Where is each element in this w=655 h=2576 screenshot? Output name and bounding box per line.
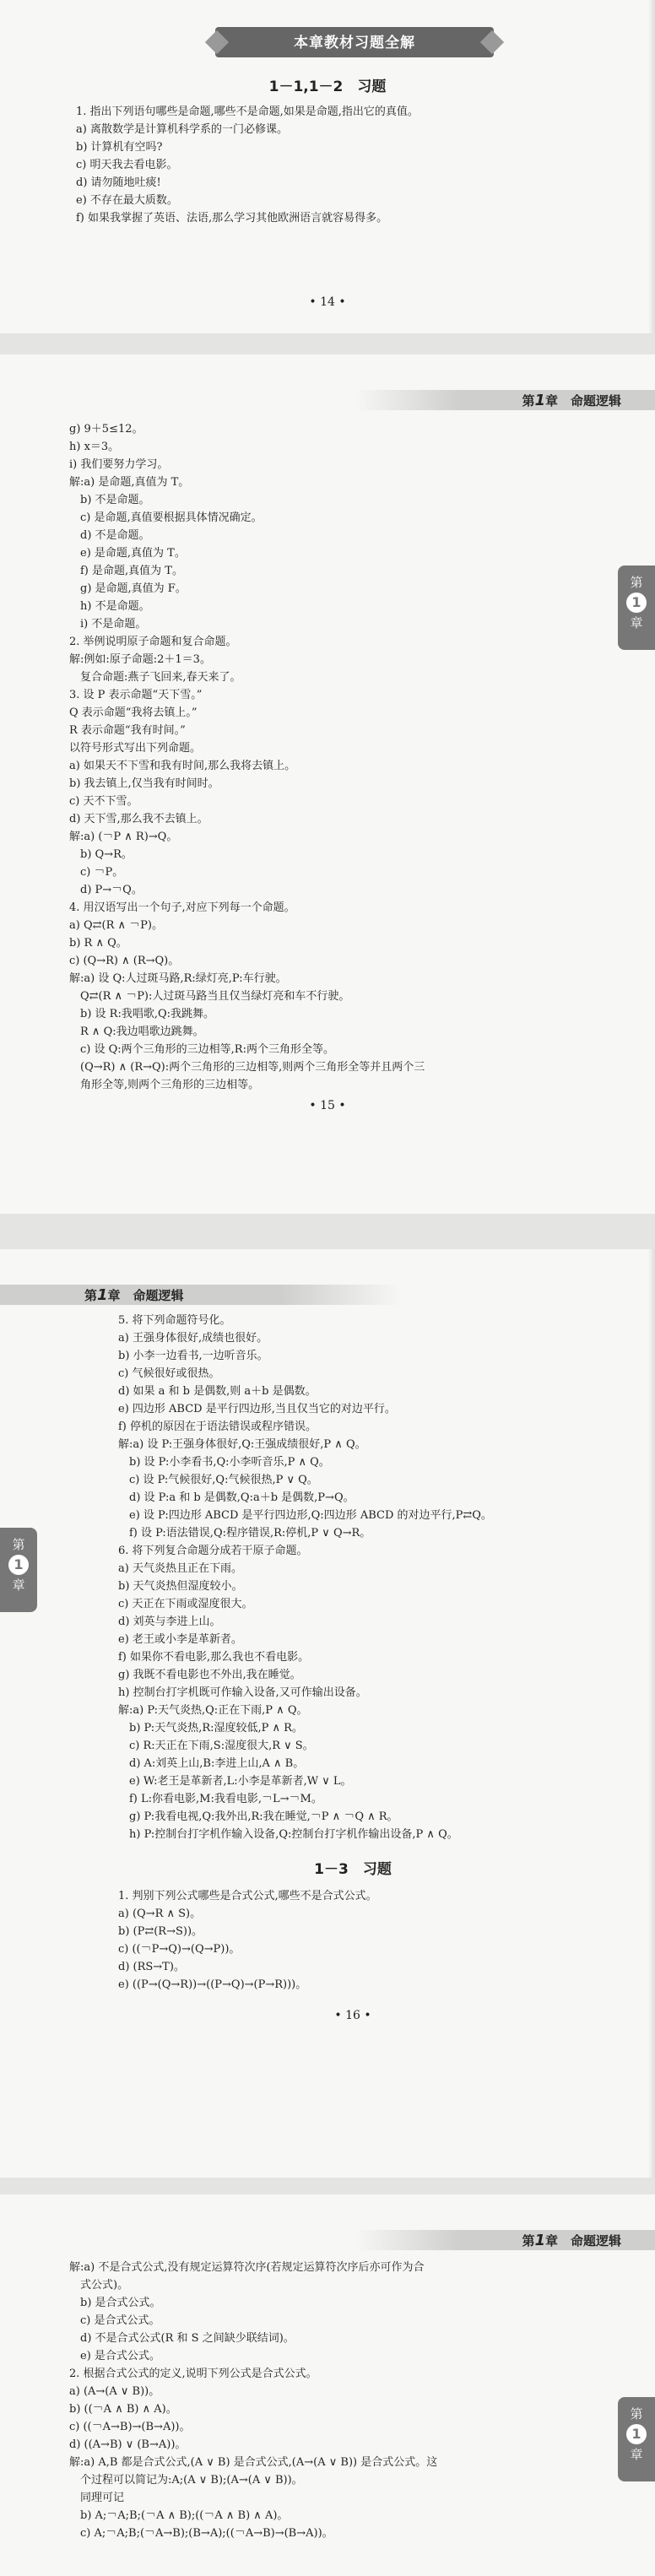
text-line: b) ((￢A ∧ B) ∧ A)。: [69, 2403, 177, 2416]
text-line: 个过程可以简记为:A;(A ∨ B);(A→(A ∨ B))。: [69, 2474, 303, 2487]
text-line: f) 如果你不看电影,那么我也不看电影。: [118, 1651, 310, 1664]
tab-top: 第: [630, 2406, 643, 2422]
text-line: a) Q⇄(R ∧ ￢P)。: [69, 919, 163, 932]
text-line: d) 如果 a 和 b 是偶数,则 a＋b 是偶数。: [118, 1385, 317, 1398]
text-line: Q 表示命题“我将去镇上。”: [69, 706, 198, 719]
text-line: e) ((P→(Q→R))→((P→Q)→(P→R)))。: [118, 1978, 307, 1991]
text-line: 解:a) P:天气炎热,Q:正在下雨,P ∧ Q。: [118, 1704, 308, 1717]
page-16: [0, 1249, 655, 2178]
text-line: h) 不是命题。: [69, 600, 150, 613]
tab-number: 1: [626, 2424, 647, 2444]
text-line: c) R:天正在下雨,S:湿度很大,R ∨ S。: [118, 1740, 314, 1752]
text-line: c) 是命题,真值要根据具体情况确定。: [69, 511, 263, 524]
header-pre: 第: [84, 1288, 98, 1303]
text-line: 解:a) 设 Q:人过斑马路,R:绿灯亮,P:车行驶。: [69, 972, 287, 985]
text-line: c) 设 Q:两个三角形的三边相等,R:两个三角形全等。: [69, 1043, 334, 1056]
text-line: Q⇄(R ∧ ￢P):人过斑马路当且仅当绿灯亮和车不行驶。: [69, 990, 350, 1003]
text-line: d) (RS→T)。: [118, 1961, 185, 1973]
header-post: 章 命题逻辑: [544, 2233, 621, 2249]
text-line: 复合命题:燕子飞回来,春天来了。: [69, 671, 241, 684]
chapter-tab: [618, 566, 655, 650]
running-header: [0, 1285, 402, 1305]
page-number: • 15 •: [309, 1099, 346, 1112]
text-line: 2. 举例说明原子命题和复合命题。: [69, 636, 237, 648]
tab-number: 1: [8, 1555, 29, 1575]
header-title: [522, 392, 621, 409]
text-line: R 表示命题“我有时间。”: [69, 724, 186, 737]
text-line: f) 是命题,真值为 T。: [69, 565, 183, 577]
running-header: [355, 2230, 655, 2250]
text-line: b) R ∧ Q。: [69, 937, 127, 950]
tab-bottom: 章: [12, 1578, 25, 1593]
text-line: e) 老王或小李是革新者。: [118, 1633, 242, 1646]
running-header: [355, 390, 655, 410]
text-line: a) 王强身体很好,成绩也很好。: [118, 1332, 268, 1345]
text-line: d) A:刘英上山,B:李进上山,A ∧ B。: [118, 1757, 305, 1770]
text-line: b) 设 P:小李看书,Q:小李听音乐,P ∧ Q。: [118, 1456, 330, 1469]
text-line: h) P:控制台打字机作输入设备,Q:控制台打字机作输出设备,P ∧ Q。: [118, 1828, 458, 1841]
text-line: 2. 根据合式公式的定义,说明下列公式是合式公式。: [69, 2368, 317, 2380]
tab-bottom: 章: [630, 615, 643, 630]
text-line: c) 明天我去看电影。: [76, 159, 178, 171]
text-line: f) 如果我掌握了英语、法语,那么学习其他欧洲语言就容易得多。: [76, 212, 388, 225]
text-line: d) P→￢Q。: [69, 884, 143, 896]
text-line: 式公式)。: [69, 2279, 129, 2292]
text-line: c) ((￢A→B)→(B→A))。: [69, 2421, 191, 2433]
text-line: h) 控制台打字机既可作输入设备,又可作输出设备。: [118, 1686, 367, 1699]
text-line: f) 设 P:语法错误,Q:程序错误,R:停机,P ∨ Q→R。: [118, 1527, 371, 1540]
chapter-banner: [215, 27, 494, 57]
text-line: h) x＝3。: [69, 441, 120, 453]
header-title: [84, 1286, 184, 1304]
text-line: c) 气候很好或很热。: [118, 1367, 220, 1380]
tab-top: 第: [630, 575, 643, 590]
text-line: a) (A→(A ∨ B))。: [69, 2385, 160, 2398]
text-line: b) 计算机有空吗?: [76, 141, 163, 154]
text-line: c) ￢P。: [69, 866, 124, 879]
header-post: 章 命题逻辑: [107, 1288, 184, 1303]
text-line: d) 不是合式公式(R 和 S 之间缺少联结词)。: [69, 2332, 295, 2345]
text-line: b) 不是命题。: [69, 494, 150, 506]
header-chapter-number: 1: [534, 2232, 545, 2249]
page-number: • 16 •: [334, 2009, 371, 2022]
text-line: a) (Q→R ∧ S)。: [118, 1908, 202, 1920]
text-line: b) 我去镇上,仅当我有时间时。: [69, 777, 219, 790]
text-line: 解:a) 是命题,真值为 T。: [69, 476, 190, 489]
text-block: [69, 420, 562, 1094]
text-line: d) 请勿随地吐痰!: [76, 176, 161, 189]
text-line: 解:a) A,B 都是合式公式,(A ∨ B) 是合式公式,(A→(A ∨ B)) 是合式公式。这: [69, 2456, 438, 2469]
text-line: f) 停机的原因在于语法错误或程序错误。: [118, 1421, 317, 1433]
text-line: b) (P⇄(R→S))。: [118, 1925, 203, 1938]
text-line: 1. 指出下列语句哪些是命题,哪些不是命题,如果是命题,指出它的真值。: [76, 106, 419, 118]
text-line: d) ((A→B) ∨ (B→A))。: [69, 2438, 187, 2451]
text-line: 解:例如:原子命题:2＋1＝3。: [69, 653, 211, 666]
text-line: f) L:你看电影,M:我看电影,￢L→￢M。: [118, 1793, 322, 1805]
text-block: [118, 1312, 604, 1843]
banner-title: 本章教材习题全解: [294, 35, 415, 51]
text-line: 角形全等,则两个三角形的三边相等。: [69, 1079, 260, 1091]
text-line: c) 是合式公式。: [69, 2314, 160, 2327]
text-line: e) W:老王是革新者,L:小李是革新者,W ∨ L。: [118, 1775, 352, 1788]
text-line: e) 设 P:四边形 ABCD 是平行四边形,Q:四边形 ABCD 的对边平行,P⇄Q。: [118, 1509, 492, 1522]
text-line: 5. 将下列命题符号化。: [118, 1314, 231, 1327]
text-line: R ∧ Q:我边唱歌边跳舞。: [69, 1026, 204, 1038]
text-line: i) 我们要努力学习。: [69, 458, 169, 471]
text-line: i) 不是命题。: [69, 618, 147, 630]
text-line: a) 如果天不下雪和我有时间,那么我将去镇上。: [69, 760, 296, 772]
header-chapter-number: 1: [97, 1286, 108, 1304]
page-number: • 14 •: [309, 295, 346, 309]
page-edge: [648, 1249, 655, 2178]
page-14: [0, 0, 655, 333]
text-line: e) 是命题,真值为 T。: [69, 547, 186, 560]
text-line: 解:a) (￢P ∧ R)→Q。: [69, 831, 178, 843]
text-line: d) 不是命题。: [69, 529, 150, 542]
text-line: g) 我既不看电影也不外出,我在睡觉。: [118, 1669, 301, 1681]
text-line: c) 天正在下雨或湿度很大。: [118, 1598, 253, 1610]
text-line: 解:a) 设 P:王强身体很好,Q:王强成绩很好,P ∧ Q。: [118, 1438, 366, 1451]
header-post: 章 命题逻辑: [544, 393, 621, 409]
text-line: c) (Q→R) ∧ (R→Q)。: [69, 955, 180, 967]
text-line: b) 天气炎热但湿度较小。: [118, 1580, 243, 1593]
text-line: (Q→R) ∧ (R→Q):两个三角形的三边相等,则两个三角形全等并且两个三: [69, 1061, 425, 1074]
tab-bottom: 章: [630, 2447, 643, 2462]
text-line: 同理可记: [69, 2492, 125, 2504]
text-line: b) P:天气炎热,R:湿度较低,P ∧ R。: [118, 1722, 303, 1734]
chapter-tab: [618, 2397, 655, 2481]
header-pre: 第: [522, 2233, 535, 2249]
text-line: a) 离散数学是计算机科学系的一门必修课。: [76, 123, 288, 136]
text-block: [76, 103, 562, 227]
page-edge: [648, 0, 655, 333]
tab-number: 1: [626, 593, 647, 613]
text-line: b) A;￢A;B;(￢A ∧ B);((￢A ∧ B) ∧ A)。: [69, 2509, 289, 2522]
text-line: d) 设 P:a 和 b 是偶数,Q:a＋b 是偶数,P→Q。: [118, 1491, 355, 1504]
text-line: e) 不存在最大质数。: [76, 194, 178, 207]
header-title: [522, 2232, 621, 2249]
text-line: b) 是合式公式。: [69, 2297, 161, 2309]
header-pre: 第: [522, 393, 535, 409]
text-line: c) ((￢P→Q)→(Q→P))。: [118, 1943, 241, 1956]
section-title: 1－1,1－2 习题: [268, 78, 387, 95]
text-line: [69, 2542, 562, 2560]
text-line: c) A;￢A;B;(￢A→B);(B→A);((￢A→B)→(B→A))。: [69, 2527, 333, 2540]
text-line: 1. 判别下列公式哪些是合式公式,哪些不是合式公式。: [118, 1890, 377, 1902]
page-15: [0, 354, 655, 1214]
text-line: c) 设 P:气候很好,Q:气候很热,P ∨ Q。: [118, 1474, 318, 1486]
text-line: a) 天气炎热且正在下雨。: [118, 1562, 242, 1575]
text-line: c) 天不下雪。: [69, 795, 138, 808]
text-line: g) 是命题,真值为 F。: [69, 582, 187, 595]
chapter-tab: [0, 1528, 37, 1612]
text-block: [118, 1887, 604, 1994]
text-line: d) 天下雪,那么我不去镇上。: [69, 813, 208, 825]
text-line: 6. 将下列复合命题分成若干原子命题。: [118, 1545, 308, 1557]
text-line: 3. 设 P 表示命题“天下雪。”: [69, 689, 203, 701]
text-line: b) 小李一边看书,一边听音乐。: [118, 1350, 268, 1362]
text-line: b) 设 R:我唱歌,Q:我跳舞。: [69, 1008, 214, 1020]
text-line: e) 是合式公式。: [69, 2350, 160, 2362]
text-line: b) Q→R。: [69, 848, 133, 861]
text-line: 以符号形式写出下列命题。: [69, 742, 202, 755]
page-17: [0, 2194, 655, 2576]
text-line: d) 刘英与李进上山。: [118, 1615, 221, 1628]
section-title: 1－3 习题: [314, 1861, 392, 1878]
text-line: 解:a) 不是合式公式,没有规定运算符次序(若规定运算符次序后亦可作为合: [69, 2261, 425, 2274]
text-block: [69, 2259, 562, 2560]
text-line: e) 四边形 ABCD 是平行四边形,当且仅当它的对边平行。: [118, 1403, 396, 1415]
tab-top: 第: [12, 1537, 25, 1552]
text-line: g) 9＋5≤12。: [69, 423, 143, 436]
text-line: g) P:我看电视,Q:我外出,R:我在睡觉,￢P ∧ ￢Q ∧ R。: [118, 1810, 398, 1823]
header-chapter-number: 1: [534, 392, 545, 409]
text-line: 4. 用汉语写出一个句子,对应下列每一个命题。: [69, 901, 295, 914]
